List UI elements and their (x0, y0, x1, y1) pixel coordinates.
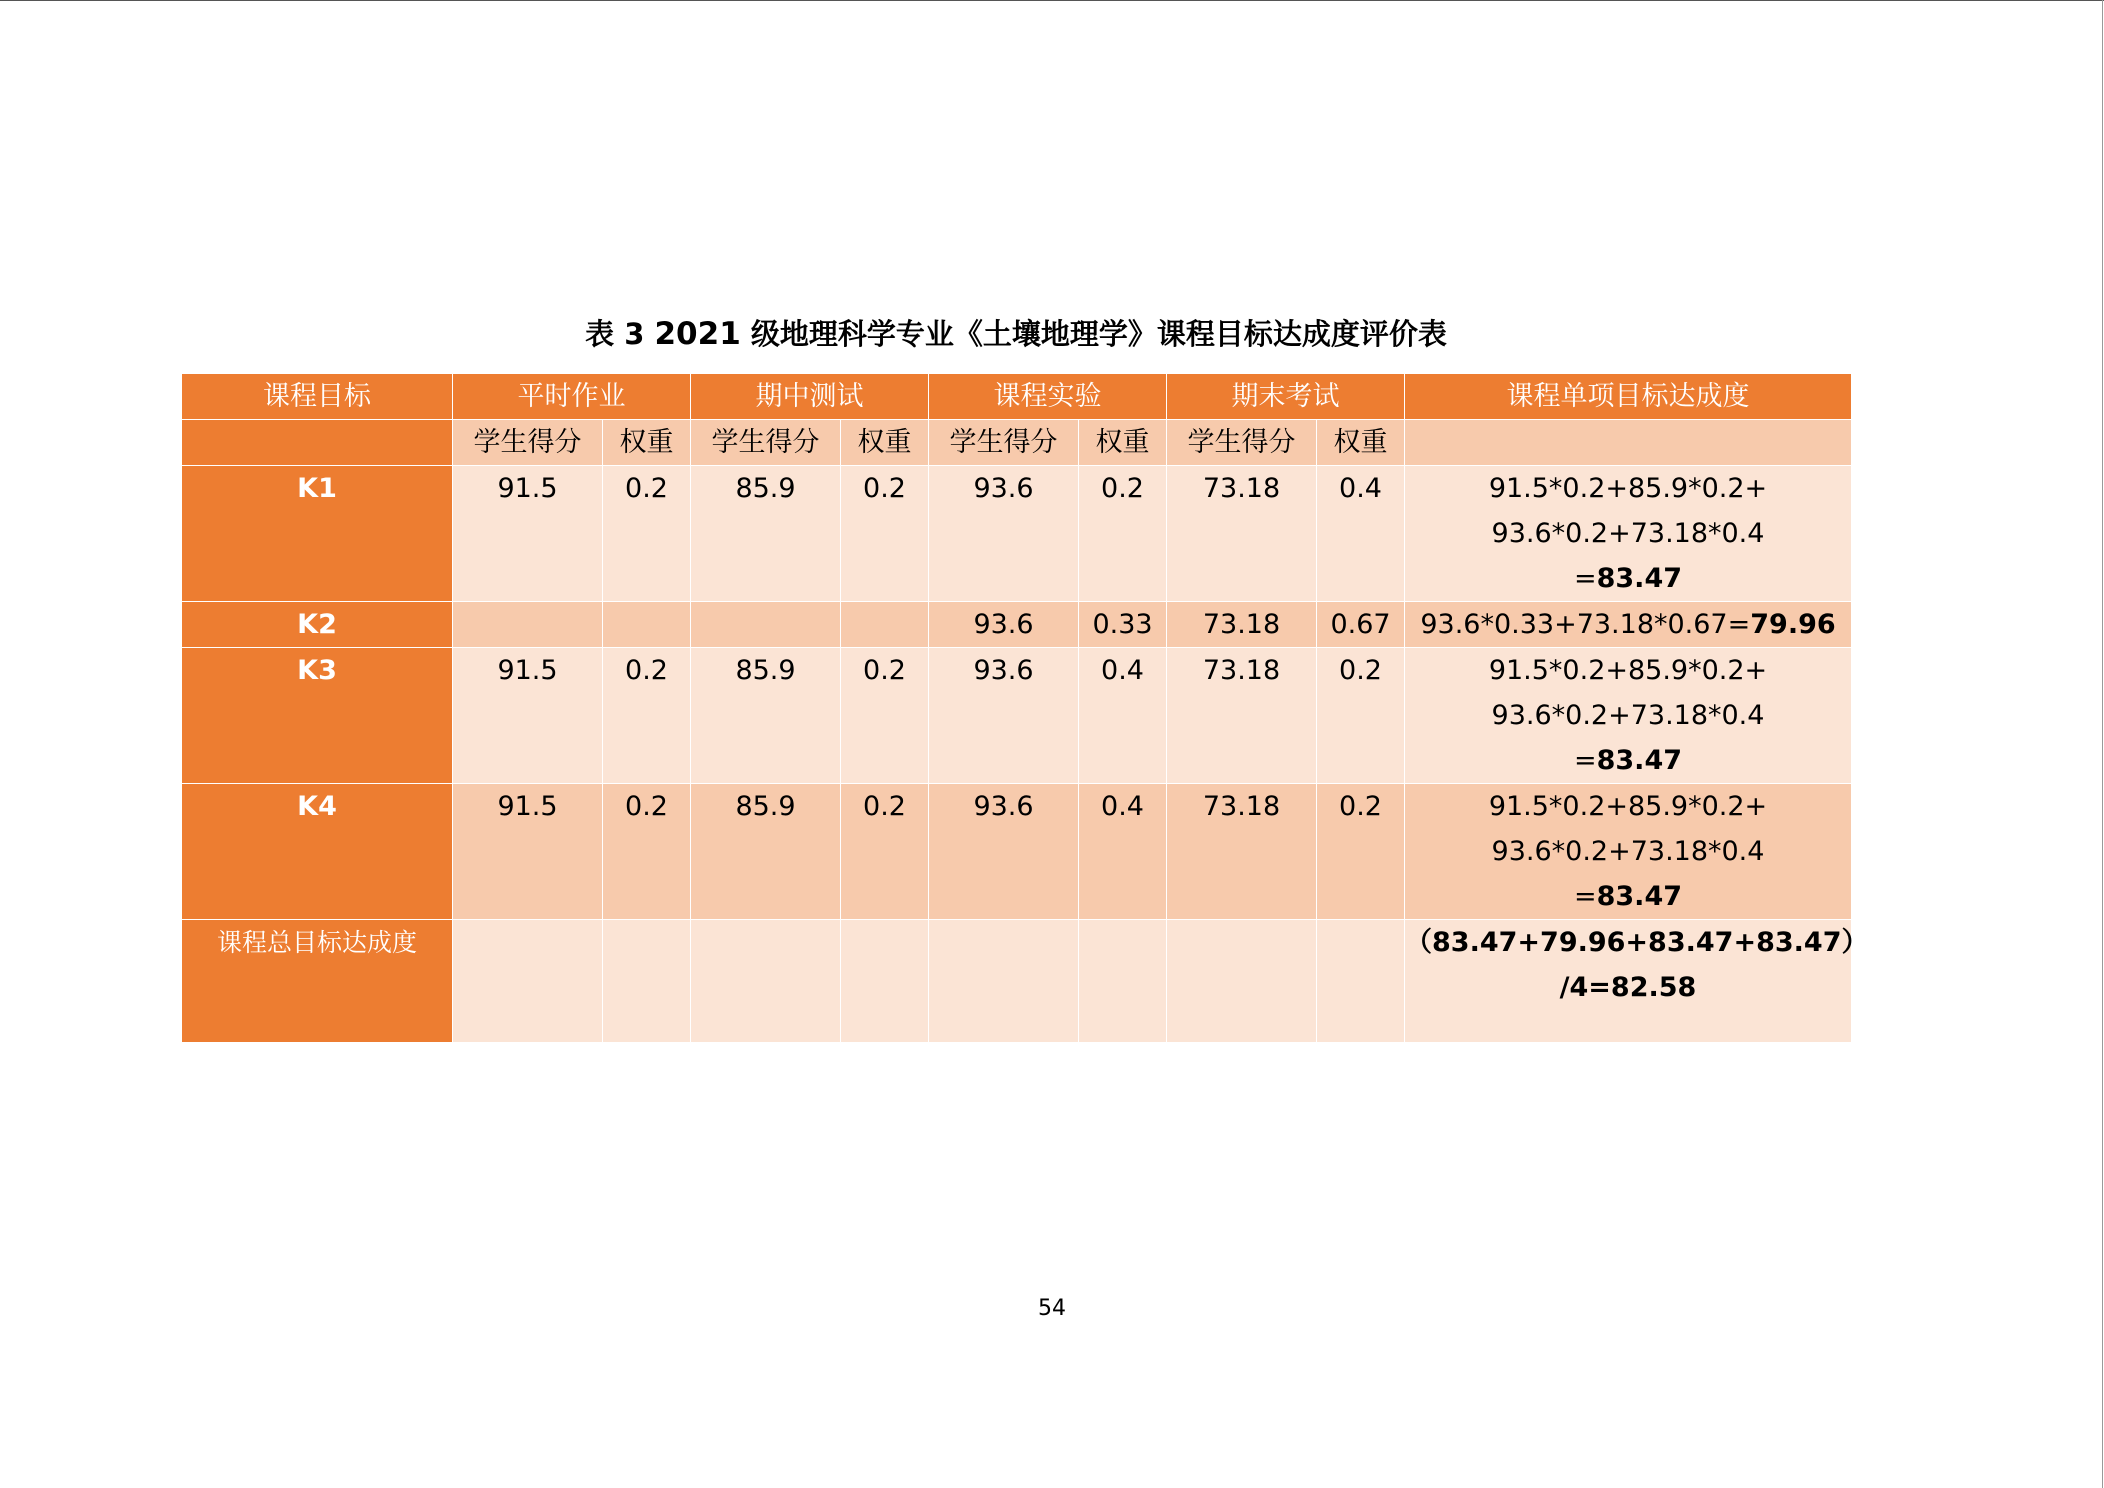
value-cell: 85.9 (691, 648, 841, 784)
achievement-result: 83.47 (1596, 563, 1683, 594)
table-row-total (182, 920, 1852, 1043)
value-cell: 85.9 (691, 466, 841, 602)
value-cell: 73.18 (1167, 648, 1317, 784)
subheader-row (182, 420, 1852, 466)
goal-cell: K3 (182, 648, 453, 784)
empty-cell (1167, 920, 1317, 1043)
formula-equals: = (1573, 881, 1597, 912)
value-cell: 91.5 (453, 784, 603, 920)
value-cell: 91.5 (453, 648, 603, 784)
formula-result-line (1405, 874, 1851, 919)
value-cell: 0.67 (1317, 602, 1405, 648)
header-row (182, 374, 1852, 420)
formula-equals: = (1573, 563, 1597, 594)
table-row-k3 (182, 648, 1852, 784)
value-cell: 0.2 (603, 466, 691, 602)
value-cell: 0.2 (841, 648, 929, 784)
achievement-cell (1405, 648, 1852, 784)
header-group-midterm: 期中测试 (691, 374, 929, 420)
value-cell: 0.2 (841, 466, 929, 602)
formula-result-line (1405, 556, 1851, 601)
empty-cell (1317, 920, 1405, 1043)
formula-line: 91.5*0.2+85.9*0.2+ (1488, 473, 1768, 504)
subheader-score: 学生得分 (929, 420, 1079, 466)
page-top-rule (0, 0, 2104, 1)
value-cell (603, 602, 691, 648)
formula-line: 93.6*0.33+73.18*0.67= (1420, 609, 1751, 640)
goal-cell: K1 (182, 466, 453, 602)
value-cell: 0.4 (1079, 648, 1167, 784)
achievement-cell (1405, 784, 1852, 920)
value-cell: 0.2 (603, 648, 691, 784)
subheader-weight: 权重 (1079, 420, 1167, 466)
subheader-weight: 权重 (603, 420, 691, 466)
caption-text: 级地理科学专业《土壤地理学》课程目标达成度评价表 (750, 317, 1447, 351)
page-right-rule (2102, 0, 2103, 1488)
formula-result-line (1405, 738, 1851, 783)
value-cell: 0.4 (1079, 784, 1167, 920)
header-goal: 课程目标 (182, 374, 453, 420)
table-caption (180, 312, 1852, 356)
value-cell: 0.2 (1317, 784, 1405, 920)
value-cell: 93.6 (929, 784, 1079, 920)
evaluation-table (181, 373, 1869, 1043)
total-result-line: /4=82.58 (1559, 972, 1697, 1003)
achievement-cell (1405, 602, 1852, 648)
achievement-cell (1405, 466, 1852, 602)
achievement-result: 79.96 (1750, 609, 1836, 640)
subheader-score: 学生得分 (691, 420, 841, 466)
total-goal-label: 课程总目标达成度 (182, 920, 453, 1043)
value-cell: 73.18 (1167, 466, 1317, 602)
empty-cell (929, 920, 1079, 1043)
caption-prefix: 表 3 (585, 317, 645, 351)
value-cell (841, 602, 929, 648)
subheader-achievement-blank (1405, 420, 1852, 466)
goal-cell: K2 (182, 602, 453, 648)
table-row-k4 (182, 784, 1852, 920)
caption-year: 2021 (654, 316, 741, 352)
subheader-goal-blank (182, 420, 453, 466)
achievement-result: 83.47 (1596, 881, 1683, 912)
achievement-result: 83.47 (1596, 745, 1683, 776)
table-row-k2 (182, 602, 1852, 648)
formula-equals: = (1573, 745, 1597, 776)
value-cell: 93.6 (929, 466, 1079, 602)
page-number: 54 (1038, 1296, 1066, 1321)
empty-cell (453, 920, 603, 1043)
value-cell: 0.33 (1079, 602, 1167, 648)
value-cell: 0.2 (1317, 648, 1405, 784)
value-cell: 93.6 (929, 602, 1079, 648)
value-cell: 0.2 (1079, 466, 1167, 602)
formula-line: 91.5*0.2+85.9*0.2+ (1488, 791, 1768, 822)
subheader-score: 学生得分 (1167, 420, 1317, 466)
header-group-lab: 课程实验 (929, 374, 1167, 420)
value-cell: 85.9 (691, 784, 841, 920)
value-cell: 0.4 (1317, 466, 1405, 602)
empty-cell (1079, 920, 1167, 1043)
value-cell (453, 602, 603, 648)
total-achievement-cell (1405, 920, 1869, 1043)
formula-line: 91.5*0.2+85.9*0.2+ (1488, 655, 1768, 686)
formula-line: 93.6*0.2+73.18*0.4 (1491, 518, 1765, 549)
value-cell: 73.18 (1167, 602, 1317, 648)
value-cell: 0.2 (603, 784, 691, 920)
subheader-weight: 权重 (841, 420, 929, 466)
value-cell (691, 602, 841, 648)
formula-line: 93.6*0.2+73.18*0.4 (1491, 836, 1765, 867)
header-group-final: 期末考试 (1167, 374, 1405, 420)
empty-cell (841, 920, 929, 1043)
table-row-k1 (182, 466, 1852, 602)
goal-cell: K4 (182, 784, 453, 920)
empty-cell (691, 920, 841, 1043)
header-group-homework: 平时作业 (453, 374, 691, 420)
subheader-score: 学生得分 (453, 420, 603, 466)
value-cell: 0.2 (841, 784, 929, 920)
subheader-weight: 权重 (1317, 420, 1405, 466)
value-cell: 73.18 (1167, 784, 1317, 920)
formula-line: 93.6*0.2+73.18*0.4 (1491, 700, 1765, 731)
header-achievement: 课程单项目标达成度 (1405, 374, 1852, 420)
value-cell: 93.6 (929, 648, 1079, 784)
value-cell: 91.5 (453, 466, 603, 602)
total-formula-line: （83.47+79.96+83.47+83.47） (1405, 927, 1869, 958)
empty-cell (603, 920, 691, 1043)
